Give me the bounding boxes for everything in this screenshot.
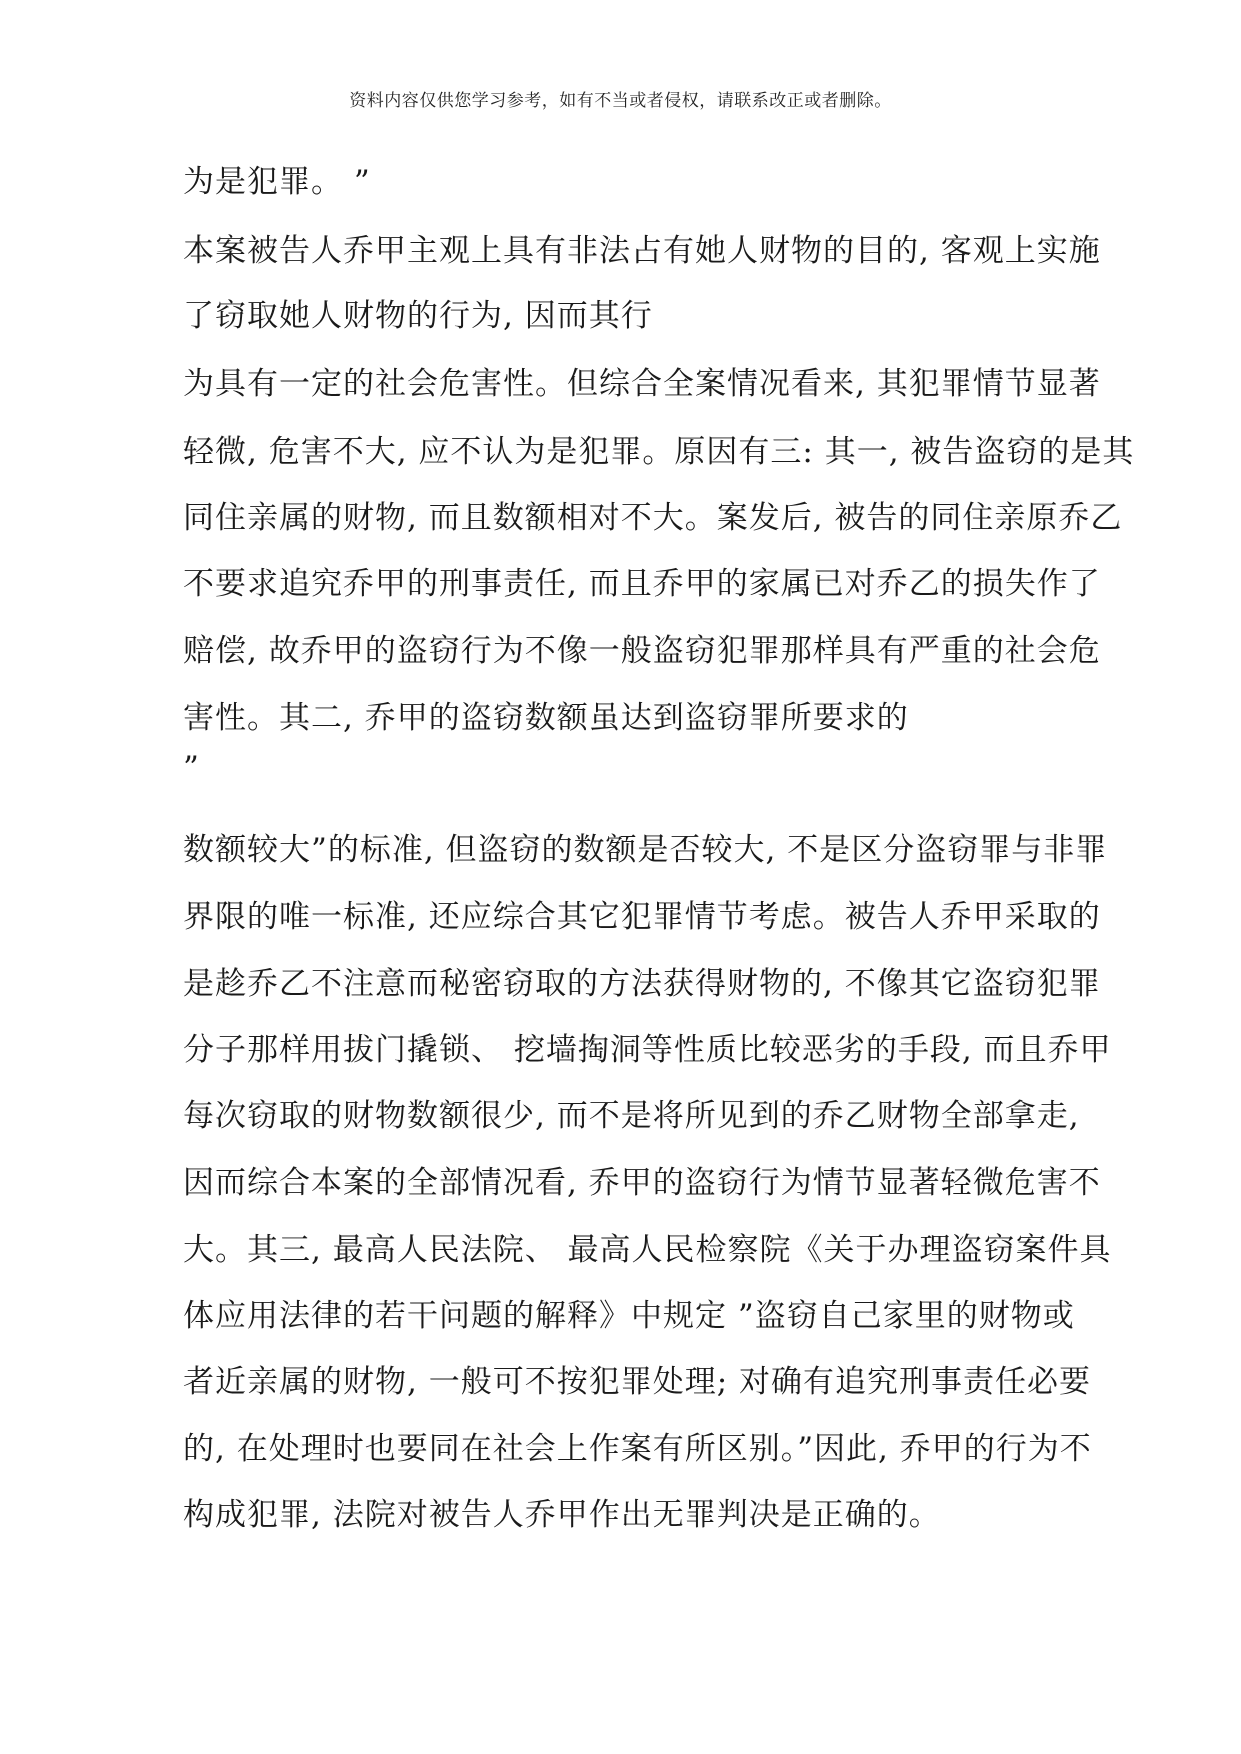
paragraph-line: 为是犯罪。 ” [183,164,371,200]
paragraph-line: 每次窃取的财物数额很少, 而不是将所见到的乔乙财物全部拿走, [183,1098,1080,1134]
paragraph-line: 同住亲属的财物, 而且数额相对不大。案发后, 被告的同住亲原乔乙 [183,500,1123,536]
disclaimer-header: 资料内容仅供您学习参考，如有不当或者侵权，请联系改正或者删除。 [349,91,892,111]
paragraph-line: 界限的唯一标准, 还应综合其它犯罪情节考虑。被告人乔甲采取的 [183,899,1101,935]
paragraph-line: 大。其三, 最高人民法院、 最高人民检察院《关于办理盗窃案件具 [183,1232,1112,1268]
paragraph-line: 者近亲属的财物, 一般可不按犯罪处理; 对确有追究刑事责任必要 [183,1364,1092,1400]
paragraph-line: 本案被告人乔甲主观上具有非法占有她人财物的目的, 客观上实施 [183,233,1101,269]
paragraph-line: 构成犯罪, 法院对被告人乔甲作出无罪判决是正确的。 [183,1497,941,1533]
paragraph-line: 因而综合本案的全部情况看, 乔甲的盗窃行为情节显著轻微危害不 [183,1165,1101,1201]
paragraph-line: ” [183,750,200,786]
paragraph-line: 了窃取她人财物的行为, 因而其行 [183,298,653,334]
paragraph-line: 赔偿, 故乔甲的盗窃行为不像一般盗窃犯罪那样具有严重的社会危 [183,633,1101,669]
paragraph-line: 为具有一定的社会危害性。但综合全案情况看来, 其犯罪情节显著 [183,366,1101,402]
paragraph-line: 体应用法律的若干问题的解释》中规定 ”盗窃自己家里的财物或 [183,1298,1075,1334]
paragraph-line: 不要求追究乔甲的刑事责任, 而且乔甲的家属已对乔乙的损失作了 [183,566,1101,602]
paragraph-line: 数额较大”的标准, 但盗窃的数额是否较大, 不是区分盗窃罪与非罪 [183,832,1108,868]
paragraph-line: 是趁乔乙不注意而秘密窃取的方法获得财物的, 不像其它盗窃犯罪 [183,966,1101,1002]
paragraph-line: 分子那样用拔门撬锁、 挖墙掏洞等性质比较恶劣的手段, 而且乔甲 [183,1032,1112,1068]
paragraph-line: 的, 在处理时也要同在社会上作案有所区别。”因此, 乔甲的行为不 [183,1431,1092,1467]
paragraph-line: 害性。其二, 乔甲的盗窃数额虽达到盗窃罪所要求的 [183,700,909,736]
paragraph-line: 轻微, 危害不大, 应不认为是犯罪。原因有三: 其一, 被告盗窃的是其 [183,434,1135,470]
